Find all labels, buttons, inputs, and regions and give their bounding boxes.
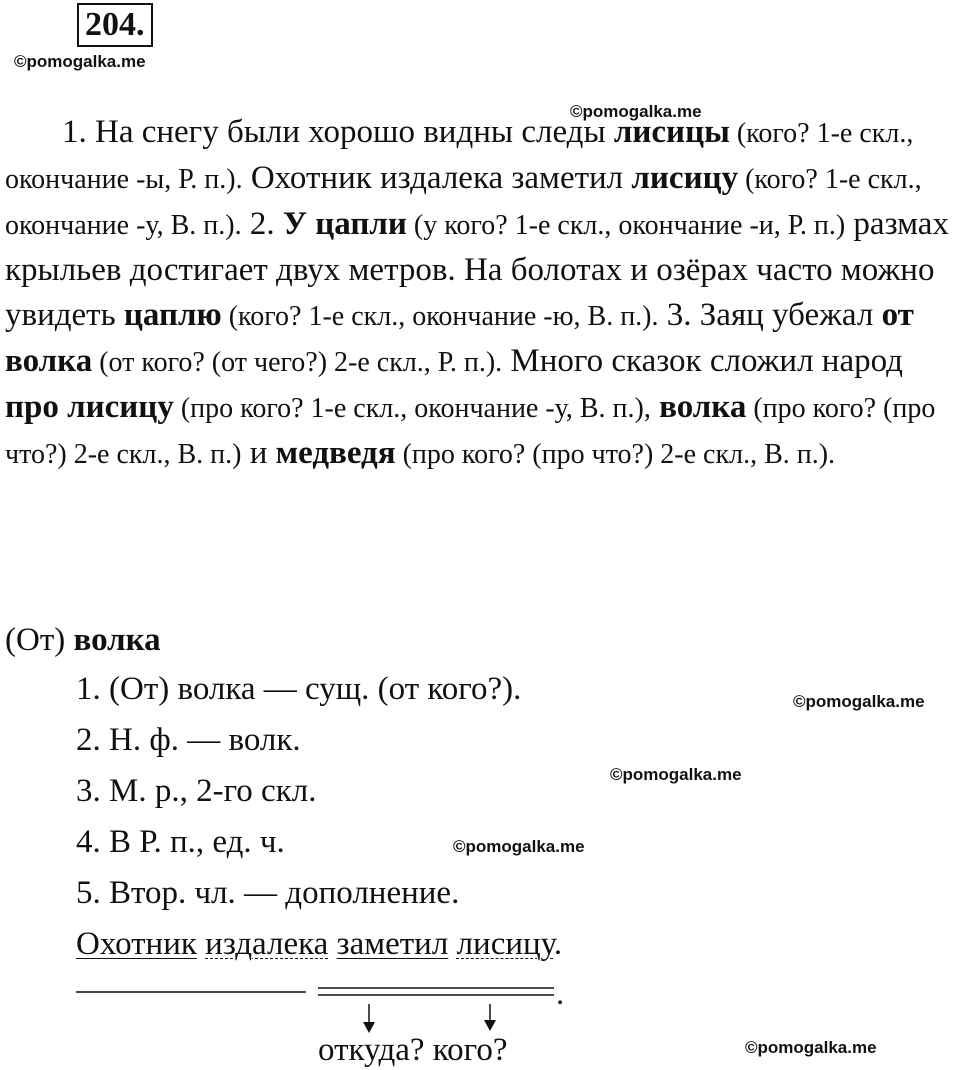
text-span: Много сказок сложил народ (502, 343, 903, 379)
grammar-note: (кого? 1-е скл., окончание -ю, В. п.). (221, 301, 659, 332)
sentence-number: 3. (658, 297, 700, 333)
paragraph-body (5, 110, 950, 477)
questions: откуда? кого? (318, 1032, 508, 1068)
text-span: размах крыльев достигает двух метров. На болотах и озёрах часто можно увидеть (5, 206, 949, 333)
adverbial-word: издалека (205, 926, 329, 962)
grammar-note: (от кого? (от чего?) 2-е скл., Р. п.). (92, 347, 503, 378)
exercise-number: 204. (77, 3, 153, 47)
watermark: ©pomogalka.me (610, 765, 742, 784)
bold-word: волка (659, 389, 747, 425)
schema-dot: . (556, 976, 565, 1012)
watermark: ©pomogalka.me (14, 52, 146, 71)
analysis-heading (5, 618, 161, 663)
sentence-number: 2. (241, 206, 283, 242)
text-span: и (241, 435, 276, 471)
bold-word: цаплю (123, 297, 222, 333)
sentence-number: 1. (62, 114, 95, 150)
watermark: ©pomogalka.me (793, 692, 925, 711)
analysis-item: 5. Втор. чл. — дополнение. (76, 875, 460, 911)
bold-word: от волка (5, 297, 914, 379)
preposition: (От) (5, 622, 74, 658)
grammar-note: (кого? 1-е скл., окончание -у, В. п.). (5, 164, 922, 241)
text-span: Заяц убежал (699, 297, 882, 333)
grammar-note: (про кого? 1-е скл., окончание -у, В. п.), (173, 393, 651, 424)
text-span: На снегу были хорошо видны следы (95, 114, 614, 150)
grammar-note: (у кого? 1-е скл., окончание -и, Р. п.) (406, 210, 846, 241)
analysis-item: 4. В Р. п., ед. ч. (76, 824, 285, 860)
object-word: лисицу (456, 926, 554, 962)
parsed-sentence (76, 922, 562, 967)
bold-word: У цапли (282, 206, 407, 242)
bold-word: про лисицу (5, 389, 174, 425)
watermark: ©pomogalka.me (453, 837, 585, 856)
bold-word: лисицы (613, 114, 730, 150)
analysis-list (76, 664, 521, 919)
predicate-word: заметил (336, 926, 449, 962)
text-span: Охотник издалека заметил (242, 160, 632, 196)
watermark: ©pomogalka.me (745, 1038, 877, 1057)
grammar-note: (кого? 1-е скл., окончание -ы, Р. п.). (5, 118, 914, 195)
analysis-item: 3. М. р., 2-го скл. (76, 773, 317, 809)
analysis-item: 1. (От) волка — сущ. (от кого?). (76, 671, 522, 707)
bold-word: медведя (275, 435, 396, 471)
grammar-note: (про кого? (про что?) 2-е скл., В. п.). (395, 439, 836, 470)
grammar-note: (про кого? (про что?) 2-е скл., В. п.) (5, 393, 936, 470)
subject-word: Охотник (76, 926, 197, 962)
analysis-item: 2. Н. ф. — волк. (76, 722, 301, 758)
analysis-word: волка (73, 622, 161, 658)
watermark: ©pomogalka.me (570, 102, 702, 121)
sentence-end: . (553, 926, 563, 962)
bold-word: лисицу (631, 160, 739, 196)
text-span (651, 389, 659, 425)
answer-paragraph (5, 110, 950, 477)
